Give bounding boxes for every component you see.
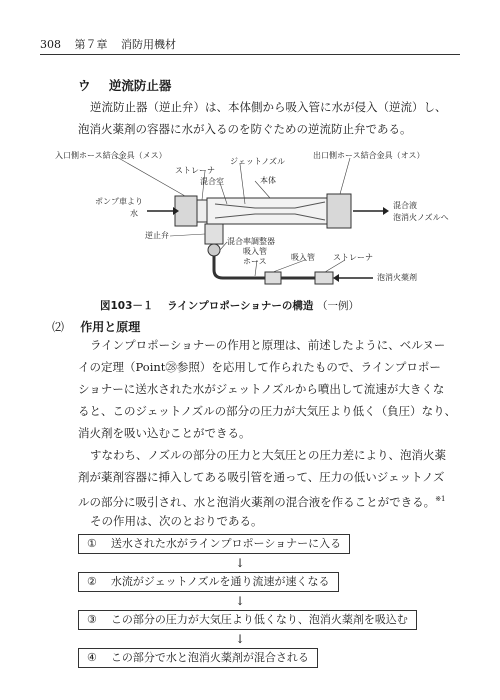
- step-number: ②: [87, 575, 97, 588]
- subsection-number: ⑵: [52, 320, 65, 334]
- label-suction-hose: 吸入管: [243, 247, 267, 256]
- flow-step-3: [78, 610, 417, 630]
- text-line: ラインプロポーショナーの作用と原理は、前述したように、ベルヌー: [90, 338, 446, 352]
- label-from-pump: ポンプ車より: [95, 197, 143, 206]
- section-heading: 逆流防止器: [108, 78, 172, 93]
- regulator-knob: [208, 244, 220, 256]
- body-shape: [207, 198, 327, 224]
- section-marker: ウ: [78, 78, 91, 93]
- text-line: その作用は、次のとおりである。: [90, 514, 263, 528]
- text-line: ショナーに送水された水がジェットノズルから噴出して流速が大きくな: [78, 382, 445, 396]
- label-water: 水: [130, 209, 138, 218]
- down-arrow-icon: ↓: [235, 632, 246, 646]
- line-proportioner-diagram: [55, 138, 455, 298]
- down-arrow-icon: ↓: [235, 556, 246, 570]
- flow-step-4: [78, 648, 318, 668]
- text-line: ルの部分に吸引され、水と泡消火薬剤の混合液を作ることができる。$^{※1}$: [78, 494, 446, 509]
- caption-suffix: （一例）: [317, 300, 359, 312]
- label-mixing-chamber: 混合室: [200, 177, 224, 186]
- label-strainer-bottom: ストレーナ: [333, 253, 373, 262]
- subsection-heading: 作用と原理: [80, 320, 141, 334]
- figure-caption: [100, 298, 359, 313]
- page-number: 308: [40, 38, 61, 51]
- step-text: 送水された水がラインプロポーショナーに入る: [110, 537, 342, 550]
- text-line: 泡消火薬剤の容器に水が入るのを防ぐための逆流防止弁である。: [78, 122, 412, 136]
- paragraph-principle: [78, 334, 460, 444]
- chapter-number: 第７章: [74, 38, 108, 51]
- down-arrow-icon: ↓: [235, 594, 246, 608]
- page-header: [40, 36, 186, 52]
- step-number: ③: [87, 613, 97, 626]
- label-hose: ホース: [243, 257, 267, 266]
- flow-step-1: [78, 534, 350, 554]
- text-line: ると、このジェットノズルの部分の圧力が大気圧より低く（負圧）なり、: [78, 404, 457, 418]
- outlet-coupling: [327, 194, 351, 228]
- flow-step-2: [78, 572, 339, 592]
- label-suction-pipe: 吸入管: [291, 253, 315, 262]
- section-title: [78, 76, 171, 94]
- paragraph-check-valve: [78, 96, 460, 140]
- step-text: この部分の圧力が大気圧より低くなり、泡消火薬剤を吸込む: [110, 613, 408, 626]
- chapter-title: 消防用機材: [121, 38, 176, 51]
- subsection-title: [52, 318, 140, 335]
- step-text: 水流がジェットノズルを通り流速が速くなる: [110, 575, 330, 588]
- text-line: 消火剤を吸い込むことができる。: [78, 426, 251, 440]
- step-number: ①: [87, 537, 97, 550]
- label-jet-nozzle: ジェットノズル: [230, 157, 286, 166]
- strainer-bottom-shape: [315, 272, 333, 284]
- label-mixture: 混合液: [393, 201, 417, 210]
- caption-text: ラインプロポーショナーの構造: [167, 300, 314, 312]
- label-regulator: 混合率調整器: [227, 237, 275, 246]
- step-text: この部分で水と泡消火薬剤が混合される: [110, 651, 309, 664]
- paragraph-intro-flow: [78, 510, 460, 532]
- label-inlet-coupling: 入口側ホース結合金具（メス）: [55, 151, 167, 160]
- label-outlet-coupling: 出口側ホース結合金具（オス）: [313, 151, 425, 160]
- label-strainer: ストレーナ: [175, 166, 215, 175]
- text-line: イの定理（Point㉘参照）を応用して作られたもので、ラインプロポー: [78, 360, 441, 374]
- text-line: 逆流防止器（逆止弁）は、本体側から吸入管に水が侵入（逆流）し、: [90, 100, 447, 114]
- header-rule: [40, 54, 460, 55]
- strainer-shape: [197, 200, 207, 222]
- text-line: すなわち、ノズルの部分の圧力と大気圧との圧力差により、泡消火薬: [90, 448, 447, 462]
- label-foam-agent: 泡消火薬剤: [377, 273, 417, 282]
- label-body: 本体: [260, 176, 276, 185]
- step-number: ④: [87, 651, 97, 664]
- paragraph-explanation: [78, 444, 460, 513]
- label-to-nozzle: 泡消火ノズルへ: [393, 213, 449, 222]
- label-check-valve: 逆止弁: [145, 231, 169, 240]
- caption-number: 図103－１: [100, 300, 154, 312]
- text-line: 剤が薬剤容器に挿入してある吸引管を通って、圧力の低いジェットノズ: [78, 470, 445, 484]
- footnote-marker: ※1: [435, 495, 446, 503]
- check-valve-shape: [205, 224, 223, 244]
